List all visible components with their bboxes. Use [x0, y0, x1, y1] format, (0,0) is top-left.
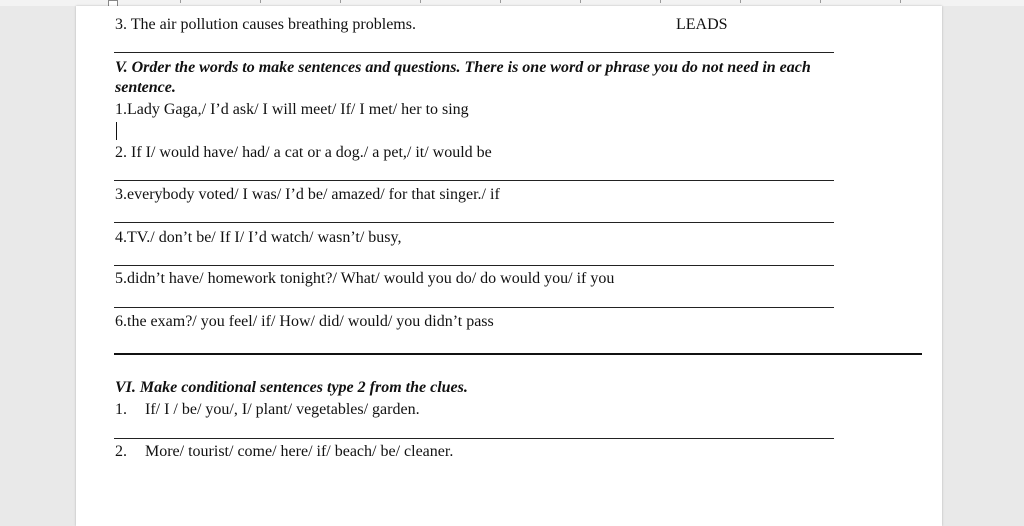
- prev-item-3: 3. The air pollution causes breathing problems.: [115, 16, 416, 33]
- document-page[interactable]: [76, 6, 942, 526]
- ruler-tick: [180, 0, 181, 3]
- section-v-item-3: 3.everybody voted/ I was/ I’d be/ amazed/ for that singer./ if: [115, 186, 500, 203]
- section-v-heading-cont: sentence.: [115, 79, 176, 96]
- section-vi-item-2-number: 2.: [115, 443, 127, 460]
- section-vi-heading: VI. Make conditional sentences type 2 from the clues.: [115, 379, 468, 396]
- answer-line: [114, 222, 834, 223]
- ruler-tick: [420, 0, 421, 3]
- section-v-heading: V. Order the words to make sentences and questions. There is one word or phrase you do not need in each: [115, 59, 811, 76]
- ruler-tick: [500, 0, 501, 3]
- section-v-item-2: 2. If I/ would have/ had/ a cat or a dog./ a pet,/ it/ would be: [115, 144, 492, 161]
- ruler-tick: [820, 0, 821, 3]
- answer-line: [114, 265, 834, 266]
- ruler-tick: [340, 0, 341, 3]
- ruler-tick: [260, 0, 261, 3]
- section-vi-item-2: [115, 443, 453, 461]
- section-vi-item-1-number: 1.: [115, 401, 127, 418]
- section-v-item-1: 1.Lady Gaga,/ I’d ask/ I will meet/ If/ I met/ her to sing: [115, 101, 469, 118]
- answer-line: [114, 180, 834, 181]
- answer-line: [114, 307, 834, 308]
- ruler-tick: [900, 0, 901, 3]
- ruler-tick: [740, 0, 741, 3]
- answer-line: [114, 438, 834, 439]
- section-v-item-6: 6.the exam?/ you feel/ if/ How/ did/ would/ you didn’t pass: [115, 313, 494, 330]
- ruler-tick: [660, 0, 661, 3]
- answer-line: [114, 52, 834, 53]
- section-vi-item-1-text: If/ I / be/ you/, I/ plant/ vegetables/ garden.: [145, 401, 420, 418]
- section-vi-item-1: [115, 401, 420, 419]
- section-divider: [114, 353, 922, 355]
- section-v-item-4: 4.TV./ don’t be/ If I/ I’d watch/ wasn’t/ busy,: [115, 229, 402, 246]
- section-v-item-5: 5.didn’t have/ homework tonight?/ What/ would you do/ do would you/ if you: [115, 270, 615, 287]
- section-vi-item-2-text: More/ tourist/ come/ here/ if/ beach/ be/ cleaner.: [145, 443, 454, 460]
- ruler-tick: [580, 0, 581, 3]
- text-cursor: [116, 122, 117, 140]
- prev-item-3-answer: LEADS: [676, 16, 728, 33]
